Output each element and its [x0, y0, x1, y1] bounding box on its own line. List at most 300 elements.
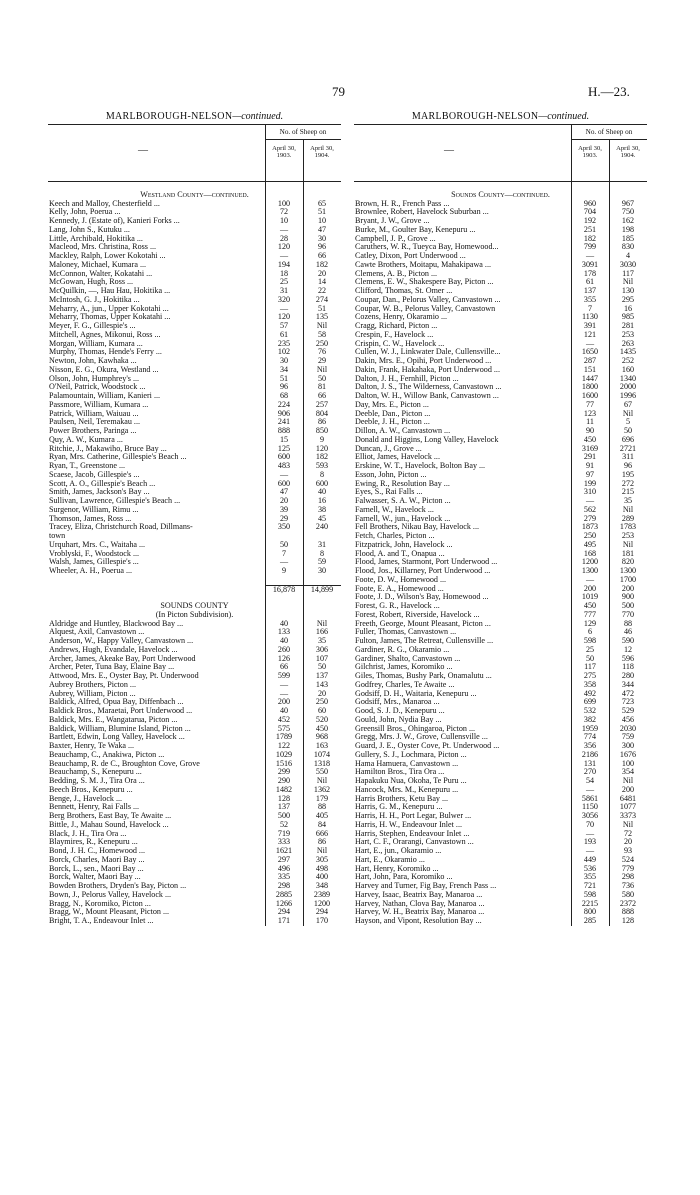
sheep-count-1903: 287 [583, 356, 597, 365]
table-row [354, 628, 647, 637]
table-row [48, 217, 341, 226]
owner-name: Bond, J. H. C., Homewood ... [49, 847, 146, 855]
sheep-count-1903: 1873 [581, 522, 599, 532]
sheep-count-1904: Nil [622, 504, 634, 514]
sheep-count-1903: 235 [277, 338, 291, 348]
table-row [48, 821, 341, 830]
sheep-count-1903: 1200 [581, 557, 599, 567]
sheep-count-1904: 968 [315, 732, 329, 742]
sheep-count-1903: 3169 [581, 443, 599, 453]
sheep-count-1904: 2000 [619, 382, 637, 392]
sheep-count-1903: 194 [277, 259, 291, 269]
table-row [48, 270, 341, 279]
owner-name: Meyer, F. G., Gillespie's ... [49, 322, 136, 330]
table-row [354, 672, 647, 681]
sheep-count-1903: 297 [277, 854, 291, 864]
header-date-1903: April 30, 1903. [272, 145, 296, 159]
sheep-count-1903: 57 [279, 321, 289, 330]
header-sheep-group: No. of Sheep on [571, 125, 647, 140]
owner-name: Clemens, E. W., Shakespere Bay, Picton ... [355, 278, 494, 287]
sheep-count-1903: 774 [583, 732, 597, 742]
sheep-count-1903: 888 [277, 426, 291, 435]
sheep-count-1903: 333 [277, 837, 291, 847]
sheep-count-1904: 580 [621, 889, 635, 899]
sheep-count-1904: 31 [317, 539, 327, 549]
sheep-count-1903: 120 [277, 312, 291, 322]
sheep-count-1904: 311 [622, 452, 634, 462]
owner-name: Bittle, J., Mahau Sound, Havelock ... [49, 820, 169, 829]
owner-name: Baxter, Henry, Te Waka ... [49, 742, 135, 750]
sheep-count-1903: 452 [277, 714, 291, 724]
owner-name: Fuller, Thomas, Canvastown ... [355, 628, 457, 637]
table-row [48, 235, 341, 244]
table-row [48, 908, 341, 917]
sheep-count-1904: 14,899 [303, 585, 341, 594]
table-row [48, 383, 341, 392]
subsection-heading: SOUNDS COUNTY [160, 601, 229, 610]
sheep-count-1904: 263 [621, 338, 635, 348]
sheep-count-1903: 128 [277, 793, 291, 803]
sheep-count-1904: 354 [621, 767, 635, 777]
table-row [354, 340, 647, 349]
owner-name: Tracey, Eliza, Christchurch Road, Dillmans- [49, 523, 193, 532]
sheep-count-1904: 985 [621, 312, 635, 322]
table-row [354, 795, 647, 804]
sheep-count-1904: 51 [317, 303, 327, 313]
table-row [48, 672, 341, 681]
table-row [354, 261, 647, 270]
owner-name: Bown, J., Pelorus Valley, Havelock ... [49, 890, 172, 899]
table-row [48, 567, 341, 576]
owner-name: Power Brothers, Paringa ... [49, 427, 137, 435]
sheep-count-1903: 356 [583, 741, 597, 750]
owner-name: Meharry, Thomas, Upper Kokatahi ... [49, 313, 171, 322]
owner-name: Hamilton Bros., Tira Ora ... [355, 768, 445, 777]
sheep-count-1903: 1150 [582, 802, 598, 812]
table-row [354, 418, 647, 427]
sheep-count-1904: 593 [315, 461, 329, 470]
sheep-count-1903: 562 [583, 504, 597, 514]
sheep-count-1903: 500 [277, 811, 291, 820]
sheep-count-1904: 472 [621, 688, 635, 698]
sheep-count-1904: 5 [625, 417, 631, 427]
sheep-count-1904: 72 [623, 828, 633, 838]
sheep-count-1903: 11 [586, 417, 594, 427]
sheep-count-1904: 22 [317, 286, 327, 295]
sheep-count-1903: — [279, 251, 289, 260]
owner-name: Hancock, Mrs. M., Kenepuru ... [355, 785, 459, 794]
sheep-count-1904: 200 [621, 583, 635, 593]
table-row [354, 838, 647, 847]
table-row [48, 313, 341, 322]
sheep-count-1904: 257 [315, 399, 329, 409]
sheep-count-1903: 492 [583, 688, 597, 698]
table-row [354, 357, 647, 366]
sheep-count-1904: 35 [623, 496, 633, 505]
sheep-count-1904: 81 [317, 382, 327, 392]
sheep-count-1903: 51 [279, 373, 289, 383]
sheep-count-1904: 166 [315, 627, 329, 637]
sheep-count-1903: 270 [583, 767, 597, 777]
sheep-count-1903: — [585, 574, 595, 584]
sheep-count-1903: 50 [279, 539, 289, 549]
owner-name: Archer, Peter, Tuna Bay, Elaine Bay ... [49, 663, 175, 672]
sheep-count-1904: 96 [623, 461, 633, 470]
table-row [48, 900, 341, 909]
sheep-count-1903: 1266 [275, 898, 293, 908]
left-column [48, 110, 341, 926]
owner-name: Hart, Henry, Koromiko ... [355, 864, 439, 873]
sheep-count-1904: 128 [621, 916, 635, 925]
sheep-count-1904: 14 [317, 277, 327, 287]
table-row [354, 611, 647, 620]
sheep-count-1903: — [279, 303, 289, 313]
owner-name: Gould, John, Nydia Bay ... [355, 715, 442, 724]
sheep-count-1904: 498 [315, 863, 329, 873]
sheep-count-1903: 129 [583, 618, 597, 628]
owner-name: Guard, J. E., Oyster Cove, Pt. Underwood ... [355, 742, 500, 750]
owner-name: Eyes, S., Rai Falls ... [355, 488, 423, 497]
owner-name: Day, Mrs. E., Picton ... [355, 400, 429, 409]
sheep-count-1904: 107 [315, 653, 329, 663]
sheep-count-1903: 31 [279, 286, 289, 295]
sheep-count-1904: 289 [621, 513, 635, 523]
sheep-count-1903: 1621 [275, 846, 293, 855]
owner-name: Little, Archibald, Hokitika ... [49, 234, 143, 243]
table-row [354, 830, 647, 839]
sheep-count-1904: 215 [621, 487, 635, 497]
sheep-count-1904: 117 [622, 268, 634, 278]
subsection-heading: (In Picton Subdivision). [155, 609, 234, 619]
owner-name: Meharry, A., jun., Upper Kokotahi ... [49, 304, 169, 313]
sheep-count-1903: 382 [583, 714, 597, 724]
owner-name: Newton, John, Kawhaka ... [49, 357, 137, 365]
table-row [354, 208, 647, 217]
owner-name: Harris, G. M., Kenepuru ... [355, 803, 443, 812]
sheep-count-1904: 850 [315, 426, 329, 435]
owner-name: Burke, M., Goulter Bay, Kenepuru ... [355, 225, 476, 234]
owner-name: Erskine, W. T., Havelock, Bolton Bay ... [355, 462, 486, 470]
sheep-count-1904: 1783 [619, 522, 637, 532]
sheep-count-1903: 30 [279, 356, 289, 365]
table-row [48, 453, 341, 462]
sheep-count-1903: 126 [277, 653, 291, 663]
table-row [48, 847, 341, 856]
sheep-count-1904: 305 [315, 854, 329, 864]
header-sheep-group: No. of Sheep on [265, 125, 341, 140]
table-row [48, 856, 341, 865]
owner-name: Godfrey, Charles, Te Awaite ... [355, 680, 455, 689]
sheep-count-1904: 3030 [619, 259, 637, 269]
sheep-count-1904: 770 [621, 609, 635, 619]
sheep-count-1903: 721 [583, 881, 597, 890]
owner-name: Baldick, William, Blumine Island, Picton ... [49, 724, 191, 733]
owner-name: Greensill Bros., Ohingaroa, Picton ... [355, 724, 476, 733]
sheep-count-1904: 600 [315, 478, 329, 488]
sheep-count-1903: 1959 [581, 723, 599, 733]
sheep-count-1903: 495 [583, 539, 597, 549]
sheep-count-1903: 200 [583, 583, 597, 593]
table-row [354, 777, 647, 786]
owner-name: McConnon, Walter, Kokatahi ... [49, 269, 153, 278]
sheep-count-1904: 250 [315, 697, 329, 707]
sheep-count-1903: 68 [279, 391, 289, 400]
owner-name [48, 585, 265, 594]
owner-name: Gardiner, R. G., Okaramio ... [355, 645, 450, 654]
owner-name: Deeble, J. H., Picton ... [355, 418, 430, 427]
sheep-count-1903: 275 [583, 671, 597, 680]
owner-name: Ryan, Mrs. Catherine, Gillespie's Beach ... [49, 453, 187, 462]
page-reference: H.—23. [588, 84, 630, 99]
sheep-count-1904: 274 [315, 294, 329, 304]
owner-name: Macleod, Mrs. Christina, Ross ... [49, 243, 157, 252]
sheep-count-1903: 50 [585, 653, 595, 663]
owner-name: Cozens, Henry, Okaramio ... [355, 313, 448, 322]
table-row [48, 418, 341, 427]
sheep-count-1904: 830 [621, 242, 635, 252]
sheep-count-1903: 77 [585, 399, 595, 409]
sheep-count-1904: 46 [623, 627, 633, 637]
sheep-count-1903: 285 [583, 916, 597, 925]
sheep-count-1903: 168 [583, 548, 597, 558]
sheep-count-1904: 300 [621, 741, 635, 750]
owner-name: Gilchrist, James, Koromiko ... [355, 663, 453, 672]
owner-name: Good, S. J. D., Kenepuru ... [355, 707, 445, 715]
table-row [354, 541, 647, 550]
sheep-count-1903: 575 [277, 723, 291, 733]
section-heading: Westland County—continued. [140, 189, 249, 199]
sheep-count-1904: 76 [317, 347, 327, 357]
owner-name: Crispin, C. W., Havelock ... [355, 339, 445, 348]
sheep-count-1903: 131 [583, 758, 597, 768]
sheep-count-1904: 160 [621, 364, 635, 374]
sheep-count-1903: 1516 [275, 758, 293, 768]
table-row [48, 655, 341, 664]
table-row [354, 515, 647, 524]
table-row [48, 768, 341, 777]
sheep-count-1904: 100 [621, 758, 635, 768]
table-row [354, 698, 647, 707]
sheep-count-1904: 400 [315, 872, 329, 882]
sheep-count-1904: 250 [315, 338, 329, 348]
sheep-count-1903: 18 [279, 268, 289, 278]
owner-name: Harvey and Turner, Fig Bay, French Pass ... [355, 882, 497, 890]
sheep-count-1903: 29 [279, 513, 289, 523]
table-row [354, 593, 647, 602]
owner-name: Fell Brothers, Nikau Bay, Havelock ... [355, 523, 480, 532]
table-row [354, 226, 647, 235]
owner-name: Hart, E., jun., Okaramio ... [355, 847, 442, 855]
table-row [48, 725, 341, 734]
owner-name: McQuilkin, —, Hau Hau, Hokitika ... [49, 287, 171, 295]
sheep-count-1903: 320 [277, 294, 291, 304]
owner-name: Sullivan, Lawrence, Gillespie's Beach ... [49, 497, 181, 505]
owner-name: Godsiff, D. H., Waitaria, Kenepuru ... [355, 689, 477, 698]
table-row [48, 392, 341, 401]
sheep-count-1903: 290 [277, 776, 291, 785]
owner-name: Dakin, Mrs. E., Opihi, Port Underwood ... [355, 357, 492, 365]
table-row [354, 742, 647, 751]
owner-name: Walsh, James, Gillespie's ... [49, 558, 139, 567]
sheep-count-1904: 181 [621, 548, 635, 558]
sheep-count-1903: 178 [583, 268, 597, 278]
table-row [48, 305, 341, 314]
sheep-count-1903: 350 [277, 522, 291, 532]
owner-name: Hart, C. F., Orarangi, Canvastown ... [355, 838, 474, 847]
sheep-count-1903: 960 [583, 198, 597, 208]
sheep-count-1904: 182 [315, 452, 329, 462]
owner-name: Andrews, Hugh, Evandale, Havelock ... [49, 645, 178, 654]
owner-name: Dalton, J. S., The Wilderness, Canvastown ... [355, 383, 502, 392]
sheep-count-1904: 888 [621, 907, 635, 917]
owner-name: Beauchamp, C., Anakiwa, Picton ... [49, 750, 165, 759]
owner-name: Mackley, Ralph, Lower Kokotahi ... [49, 252, 166, 260]
sheep-count-1903: 310 [583, 487, 597, 497]
sheep-count-1904: 66 [317, 391, 327, 400]
sheep-count-1904: 50 [317, 662, 327, 672]
sheep-count-1903: 91 [585, 461, 595, 470]
sheep-count-1903: — [585, 338, 595, 348]
owner-name: Fulton, James, The Retreat, Cullensville ... [355, 637, 494, 645]
sheep-count-1904: 596 [621, 653, 635, 663]
table-row [354, 243, 647, 252]
owner-name: Caruthers, W. R., Tueyca Bay, Homewood... [355, 243, 499, 252]
sheep-count-1903: 199 [583, 478, 597, 488]
owner-name: Coupar, W. B., Pelorus Valley, Canvastown [355, 304, 496, 313]
owner-name: Farnell, W., Havelock ... [355, 505, 434, 514]
sheep-count-1904: 143 [315, 679, 329, 689]
sheep-count-1903: 224 [277, 399, 291, 409]
sheep-count-1904: 45 [317, 513, 327, 523]
table-row [354, 716, 647, 725]
sheep-count-1903: 704 [583, 207, 597, 217]
table-row [354, 550, 647, 559]
table-row [48, 462, 341, 471]
sheep-count-1903: 28 [279, 233, 289, 243]
table-row [48, 917, 341, 926]
sheep-count-1903: 294 [277, 907, 291, 917]
sheep-count-1903: 450 [583, 434, 597, 444]
sheep-count-1904: 1077 [619, 802, 637, 812]
sheep-count-1904: 66 [317, 251, 327, 260]
owner-name: Bragg, N., Koromiko, Picton ... [49, 899, 151, 908]
sheep-count-1904: 20 [317, 688, 327, 698]
sheep-count-1904: Nil [622, 408, 634, 418]
table-row [354, 366, 647, 375]
header-date-1903: April 30, 1903. [578, 145, 602, 159]
sheep-count-1903: 20 [279, 496, 289, 505]
table-row [48, 436, 341, 445]
sheep-count-1904: 84 [317, 819, 327, 829]
sheep-count-1904: 1318 [313, 758, 331, 768]
sheep-count-1903: 355 [583, 872, 597, 882]
table-row [48, 401, 341, 410]
owner-name: Gregg, Mrs. J. W., Grove, Cullensville ... [355, 733, 488, 742]
sheep-count-1904: 93 [623, 846, 633, 855]
owner-name: Dakin, Frank, Hakahaka, Port Underwood ... [355, 365, 500, 374]
table-row [48, 471, 341, 480]
sheep-count-1904: 281 [621, 321, 635, 330]
owner-name: Harvey, Nathan, Clova Bay, Manaroa ... [355, 899, 485, 908]
table-row [354, 751, 647, 760]
table-row [48, 506, 341, 515]
owner-name: Esson, John, Picton ... [355, 470, 427, 479]
table-row [48, 558, 341, 567]
spacer [48, 576, 341, 585]
owner-name: Bedding, S. M. J., Tira Ora ... [49, 777, 145, 785]
owner-name: Deeble, Dan., Picton ... [355, 409, 431, 418]
table-row [48, 410, 341, 419]
table-row [48, 873, 341, 882]
owner-name: Bryant, J. W., Grove ... [355, 217, 430, 225]
table-row [354, 506, 647, 515]
owner-name: Beech Bros., Kenepuru ... [49, 785, 133, 794]
table-row [354, 576, 647, 585]
table-row [48, 261, 341, 270]
sheep-count-1903: 137 [277, 802, 291, 812]
sheep-count-1904: 96 [317, 242, 327, 252]
sheep-count-1903: 39 [279, 504, 289, 514]
owner-name: Patrick, William, Waiuau ... [49, 409, 139, 418]
sheep-count-1903: 799 [583, 242, 597, 252]
sheep-count-1904: 60 [317, 706, 327, 715]
sheep-count-1903: 251 [583, 224, 597, 234]
table-row [48, 541, 341, 550]
sheep-count-1904: 135 [315, 312, 329, 322]
table-row [48, 366, 341, 375]
sheep-count-1903: 536 [583, 863, 597, 873]
table-row [354, 690, 647, 699]
sheep-count-1903: 133 [277, 627, 291, 637]
sheep-count-1904: 295 [621, 294, 635, 304]
table-row [354, 375, 647, 384]
sheep-count-1903: 3091 [581, 259, 599, 269]
sheep-count-1904: 272 [621, 478, 635, 488]
sheep-count-1903: 122 [277, 741, 291, 750]
sheep-count-1903: 1130 [582, 312, 598, 322]
table-row [48, 620, 341, 629]
owner-name: Fitzpatrick, John, Havelock ... [355, 540, 453, 549]
owner-name: Harris Brothers, Ketu Bay ... [355, 794, 449, 803]
table-row [48, 716, 341, 725]
sheep-count-1903: 137 [583, 286, 597, 295]
sheep-count-1904: 88 [623, 618, 633, 628]
table-row [354, 523, 647, 532]
sheep-count-1903: 906 [277, 408, 291, 418]
table-row [48, 340, 341, 349]
sheep-count-1904: 253 [621, 531, 635, 540]
sheep-count-1903: 1300 [581, 566, 599, 575]
owner-name: Anderson, W., Happy Valley, Canvastown ... [49, 637, 194, 645]
table-row [48, 445, 341, 454]
sheep-count-1903: 100 [277, 198, 291, 208]
sheep-count-1904: 4 [625, 251, 631, 260]
sheep-count-1904: 2030 [619, 723, 637, 733]
sheep-count-1904: 529 [621, 706, 635, 715]
owner-name: Harvey, Isaac, Beatrix Bay, Manaroa ... [355, 890, 483, 899]
sheep-count-1903: 182 [583, 233, 597, 243]
table-row [48, 200, 341, 209]
sheep-count-1903: 47 [279, 487, 289, 497]
table-row [354, 200, 647, 209]
owner-name: Falwasser, S. A. W., Picton ... [355, 497, 451, 505]
right-column-title: MARLBOROUGH-NELSON—continued. [411, 111, 590, 122]
sheep-count-1904: 696 [621, 434, 635, 444]
owner-name: Hapakuku Nua, Okoha, Te Puru ... [355, 777, 467, 785]
sheep-count-1904: Nil [316, 321, 328, 330]
sheep-count-1903: 66 [279, 662, 289, 672]
table-row [48, 357, 341, 366]
